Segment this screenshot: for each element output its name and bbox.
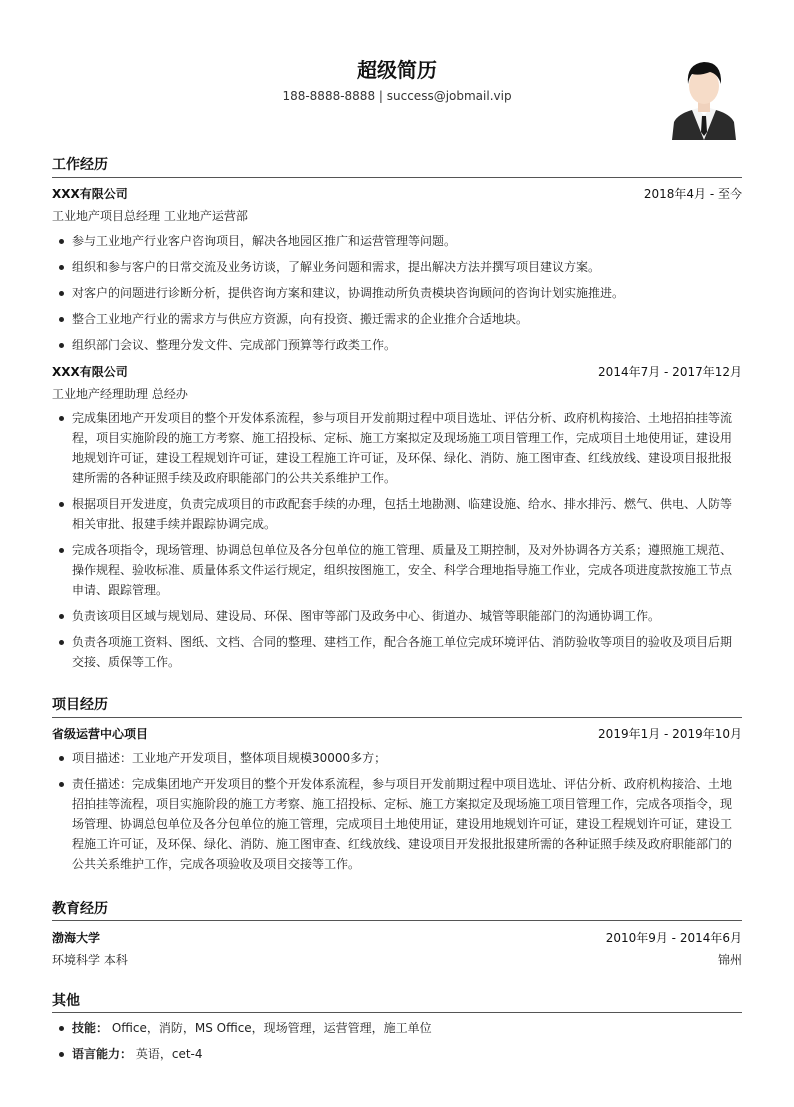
date-range: 2019年1月 - 2019年10月 [598, 727, 742, 741]
other-bullet-list [52, 1018, 742, 1070]
work-bullet-list [52, 408, 742, 678]
project-name: 省级运营中心项目 [52, 727, 149, 741]
language-value: 英语，cet-4 [135, 1047, 203, 1061]
list-item: 组织和参与客户的日常交流及业务访谈，了解业务问题和需求，提出解决方法并撰写项目建议方案。 [52, 257, 742, 277]
work-bullet-list [52, 231, 742, 361]
school-name: 渤海大学 [52, 931, 101, 945]
list-item: 参与工业地产行业客户咨询项目，解决各地园区推广和运营管理等问题。 [52, 231, 742, 251]
avatar [670, 56, 738, 140]
major-degree: 环境科学 本科 [52, 953, 128, 967]
company-name: XXX有限公司 [52, 187, 128, 201]
list-item: 负责该项目区域与规划局、建设局、环保、图审等部门及政务中心、街道办、城管等职能部门的沟通协调工作。 [52, 606, 742, 626]
list-item [52, 1044, 742, 1064]
work-entry-header [52, 363, 742, 380]
list-item [52, 1018, 742, 1038]
job-title-text: 工业地产经理助理 总经办 [52, 387, 188, 401]
section-title-work: 工作经历 [52, 157, 108, 173]
list-item: 根据项目开发进度，负责完成项目的市政配套手续的办理，包括土地勘测、临建设施、给水、排水排污、燃气、供电、人防等相关审批、报建手续并跟踪协调完成。 [52, 494, 742, 534]
section-title-education: 教育经历 [52, 901, 108, 917]
date-range: 2014年7月 - 2017年12月 [598, 365, 742, 379]
list-item: 完成各项指令，现场管理、协调总包单位及各分包单位的施工管理、质量及工期控制，及对外协调各方关系；遵照施工规范、操作规程、验收标准、质量体系文件运行规定，组织按图施工，安全、科学合理地指导施工作业，完成各项进度款按施工节点申请、跟踪管理。 [52, 540, 742, 600]
school-city: 锦州 [717, 953, 742, 967]
list-item: 项目描述：工业地产开发项目，整体项目规模30000多方； [52, 748, 742, 768]
education-detail [52, 951, 742, 968]
section-title-project: 项目经历 [52, 697, 108, 713]
divider [52, 177, 742, 178]
list-item: 完成集团地产开发项目的整个开发体系流程，参与项目开发前期过程中项目选址、评估分析、政府机构接洽、土地招拍挂等流程，项目实施阶段的施工方考察、施工招投标、定标、施工方案拟定及现场施工项目管理工作，完成项目土地使用证，建设用地规划许可证，建设工程规划许可证，建设工程施工许可证，及环保、绿化、消防、施工图审查、红线放线、建设项目报批报建所需的各种证照手续及政府职能部门的公共关系维护工作。 [52, 408, 742, 488]
resume-name: 超级简历 [357, 58, 437, 82]
divider [52, 920, 742, 921]
job-title [52, 385, 742, 402]
work-entry-header [52, 185, 742, 202]
section-title-other: 其他 [52, 993, 80, 1009]
list-item: 整合工业地产行业的需求方与供应方资源，向有投资、搬迁需求的企业推介合适地块。 [52, 309, 742, 329]
list-item: 对客户的问题进行诊断分析，提供咨询方案和建议，协调推动所负责模块咨询顾问的咨询计划实施推进。 [52, 283, 742, 303]
list-item: 责任描述：完成集团地产开发项目的整个开发体系流程，参与项目开发前期过程中项目选址、评估分析、政府机构接洽、土地招拍挂等流程，项目实施阶段的施工方考察、施工招投标、定标、施工方案拟定及现场施工项目管理工作，完成各项指令，现场管理、协调总包单位及各分包单位的施工管理，完成项目土地使用证，建设用地规划许可证，建设工程规划许可证，建设工程施工许可证，及环保、绿化、消防、施工图审查、红线放线、建设项目开发报批报建所需的各种证照手续及政府职能部门的公共关系维护工作，完成各项验收及项目交接等工作。 [52, 774, 742, 874]
divider [52, 1012, 742, 1013]
company-name: XXX有限公司 [52, 365, 128, 379]
list-item: 负责各项施工资料、图纸、文档、合同的整理、建档工作，配合各施工单位完成环境评估、消防验收等项目的验收及项目后期交接、质保等工作。 [52, 632, 742, 672]
project-bullet-list [52, 748, 742, 880]
contact-info: 188-8888-8888 | success@jobmail.vip [282, 89, 512, 103]
skills-label: 技能： [72, 1021, 109, 1035]
job-title [52, 207, 742, 224]
date-range: 2018年4月 - 至今 [643, 187, 742, 201]
divider [52, 717, 742, 718]
skills-value: Office，消防，MS Office，现场管理，运营管理，施工单位 [111, 1021, 432, 1035]
job-title-text: 工业地产项目总经理 工业地产运营部 [52, 209, 248, 223]
language-label: 语言能力： [72, 1047, 133, 1061]
list-item: 组织部门会议、整理分发文件、完成部门预算等行政类工作。 [52, 335, 742, 355]
date-range: 2010年9月 - 2014年6月 [605, 931, 742, 945]
project-entry-header [52, 725, 742, 742]
education-entry-header [52, 929, 742, 946]
